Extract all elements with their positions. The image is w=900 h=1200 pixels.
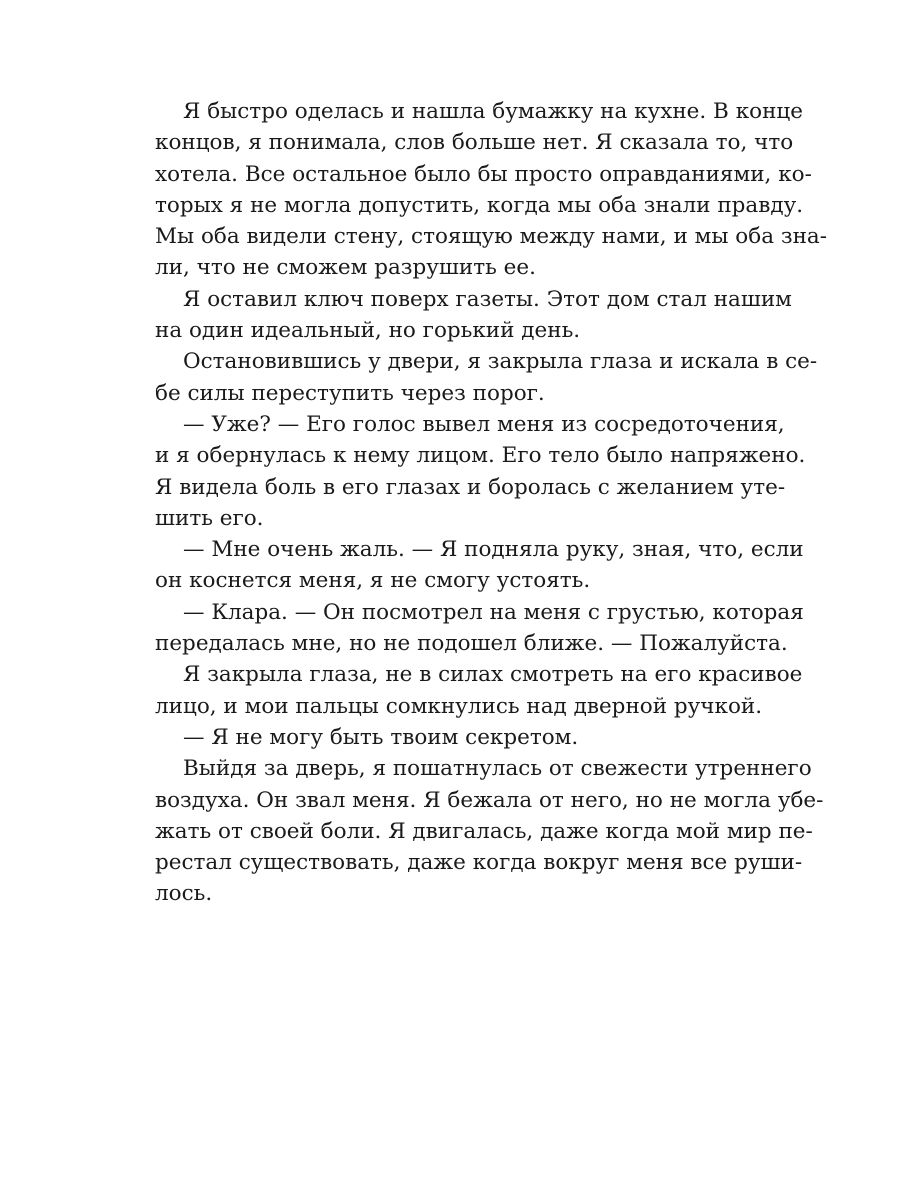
text-line: лицо, и мои пальцы сомкнулись над дверной ручкой.: [155, 693, 763, 719]
text-line: — Уже? — Его голос вывел меня из сосредоточения,: [183, 411, 785, 437]
text-line: Остановившись у двери, я закрыла глаза и искала в се-: [183, 349, 818, 375]
text-line: ли, что не сможем разрушить ее.: [155, 255, 536, 281]
paragraph-5: [155, 534, 804, 597]
paragraph-4: [155, 409, 806, 534]
paragraph-8: [155, 722, 747, 753]
paragraph-2: [155, 284, 792, 347]
text-line: — Клара. — Он посмотрел на меня с грустью, которая: [183, 599, 804, 625]
text-line: Выйдя за дверь, я пошатнулась от свежести утреннего: [183, 756, 812, 782]
paragraph-9: [155, 753, 824, 909]
paragraph-7: [155, 659, 803, 722]
text-line: шить его.: [155, 505, 264, 531]
text-line: лось.: [155, 881, 213, 907]
text-line: Я видела боль в его глазах и боролась с желанием уте-: [155, 474, 786, 500]
text-line: бе силы переступить через порог.: [155, 380, 545, 406]
text-line: воздуха. Он звал меня. Я бежала от него, но не могла убе-: [155, 787, 824, 813]
text-line: передалась мне, но не подошел ближе. — Пожалуйста.: [155, 631, 788, 657]
text-line: концов, я понимала, слов больше нет. Я сказала то, что: [155, 130, 794, 156]
text-line: Я оставил ключ поверх газеты. Этот дом стал нашим: [183, 286, 792, 312]
paragraph-6: [155, 597, 804, 660]
text-line: хотела. Все остальное было бы просто оправданиями, ко-: [155, 161, 812, 187]
body-text: [155, 96, 827, 910]
text-line: Мы оба видели стену, стоящую между нами, и мы оба зна-: [155, 224, 827, 250]
text-line: на один идеальный, но горький день.: [155, 318, 581, 344]
text-line: Я быстро оделась и нашла бумажку на кухне. В конце: [183, 99, 803, 124]
text-line: торых я не могла допустить, когда мы оба знали правду.: [155, 192, 804, 218]
text-line: он коснется меня, я не смогу устоять.: [155, 568, 591, 594]
text-line: — Я не могу быть твоим секретом.: [183, 724, 579, 750]
text-line: и я обернулась к нему лицом. Его тело было напряжено.: [155, 443, 806, 469]
paragraph-1: [155, 96, 827, 284]
text-line: — Мне очень жаль. — Я подняла руку, зная, что, если: [183, 537, 804, 563]
text-line: Я закрыла глаза, не в силах смотреть на его красивое: [183, 662, 803, 688]
text-line: жать от своей боли. Я двигалась, даже когда мой мир пе-: [155, 818, 813, 844]
paragraph-3: [155, 346, 818, 409]
text-line: рестал существовать, даже когда вокруг меня все руши-: [155, 850, 803, 876]
